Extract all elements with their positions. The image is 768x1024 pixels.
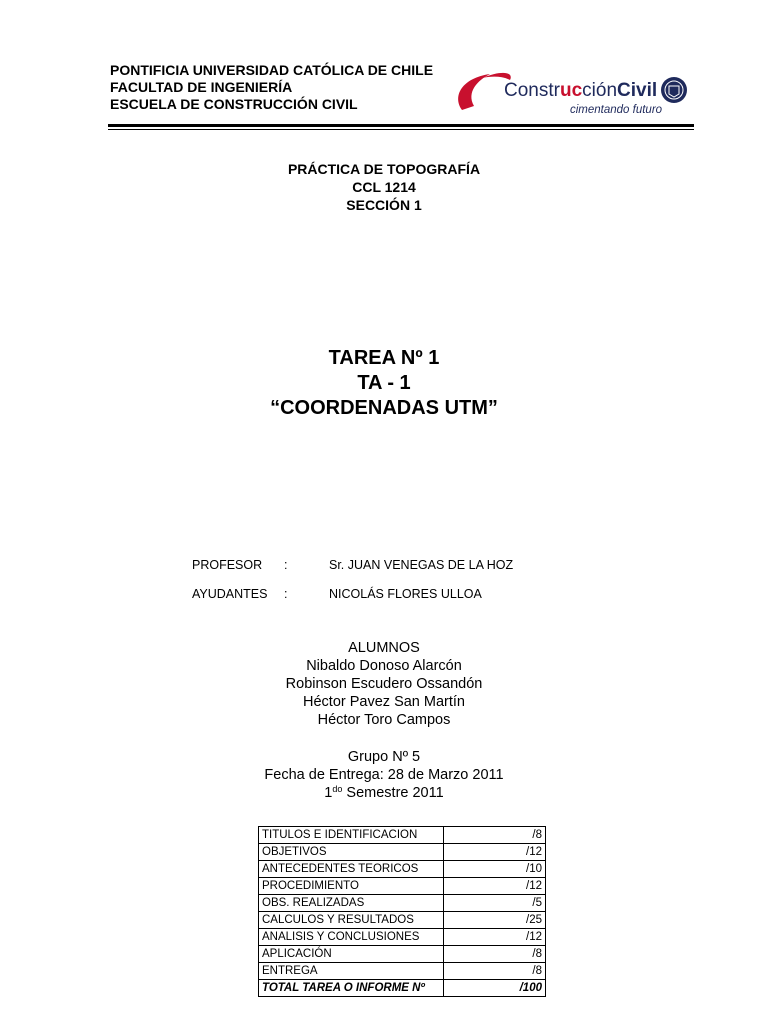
score-cell: /12 — [444, 878, 546, 895]
course-section: SECCIÓN 1 — [346, 197, 422, 213]
assistants-label: AYUDANTES — [192, 587, 268, 601]
students-block — [0, 639, 768, 729]
assignment-title-block — [0, 346, 768, 421]
table-row — [259, 929, 546, 946]
professor-label: PROFESOR — [192, 558, 263, 572]
total-row — [259, 980, 546, 997]
course-block — [0, 160, 768, 214]
logo-tagline: cimentando futuro — [570, 104, 663, 116]
semester: $1^{do}$ Semestre 2011 — [324, 784, 444, 801]
student-name: Héctor Pavez San Martín — [303, 694, 465, 710]
student-name: Héctor Toro Campos — [317, 712, 451, 728]
professor-separator: : — [284, 558, 288, 572]
score-cell: /10 — [444, 861, 546, 878]
faculty-name: FACULTAD DE INGENIERÍA — [110, 79, 293, 95]
table-row — [259, 895, 546, 912]
criterion-cell: APLICACIÓN — [259, 946, 444, 963]
criterion-cell: ANTECEDENTES TEORICOS — [259, 861, 444, 878]
course-code: CCL 1214 — [352, 179, 416, 195]
logo-wordmark: ConstrucciónCivil — [504, 80, 658, 101]
score-cell: /8 — [444, 963, 546, 980]
score-cell: /12 — [444, 929, 546, 946]
grading-table — [258, 826, 546, 997]
total-label: TOTAL TAREA O INFORME Nº — [259, 980, 444, 997]
student-name: Nibaldo Donoso Alarcón — [306, 658, 462, 674]
university-name: PONTIFICIA UNIVERSIDAD CATÓLICA DE CHILE — [110, 62, 434, 78]
score-cell: /25 — [444, 912, 546, 929]
criterion-cell: TITULOS E IDENTIFICACION — [259, 827, 444, 844]
professor-name: Sr. JUAN VENEGAS DE LA HOZ — [329, 558, 514, 572]
header-divider-thin — [108, 129, 694, 130]
table-row — [259, 963, 546, 980]
criterion-cell: ENTREGA — [259, 963, 444, 980]
group-number: Grupo Nº 5 — [347, 749, 421, 765]
score-cell: /8 — [444, 946, 546, 963]
score-cell: /12 — [444, 844, 546, 861]
table-row — [259, 827, 546, 844]
institution-header — [110, 62, 433, 113]
student-name: Robinson Escudero Ossandón — [285, 676, 483, 692]
criterion-cell: OBS. REALIZADAS — [259, 895, 444, 912]
total-score: /100 — [444, 980, 546, 997]
criterion-cell: ANALISIS Y CONCLUSIONES — [259, 929, 444, 946]
table-row — [259, 844, 546, 861]
assistants-separator: : — [284, 587, 288, 601]
table-row — [259, 946, 546, 963]
score-cell: /5 — [444, 895, 546, 912]
submission-info — [0, 748, 768, 802]
students-heading: ALUMNOS — [348, 640, 420, 656]
table-row — [259, 878, 546, 895]
course-name: PRÁCTICA DE TOPOGRAFÍA — [287, 161, 481, 177]
table-row — [259, 861, 546, 878]
assistants-name: NICOLÁS FLORES ULLOA — [329, 587, 482, 601]
due-date: Fecha de Entrega: 28 de Marzo 2011 — [264, 767, 504, 783]
criterion-cell: CALCULOS Y RESULTADOS — [259, 912, 444, 929]
criterion-cell: PROCEDIMIENTO — [259, 878, 444, 895]
criterion-cell: OBJETIVOS — [259, 844, 444, 861]
school-name: ESCUELA DE CONSTRUCCIÓN CIVIL — [110, 96, 358, 112]
assignment-title: TAREA Nº 1 — [328, 347, 440, 369]
score-cell: /8 — [444, 827, 546, 844]
header-divider-thick — [108, 124, 694, 127]
construccion-civil-logo — [452, 66, 692, 122]
assignment-subtitle: “COORDENADAS UTM” — [270, 397, 498, 419]
table-row — [259, 912, 546, 929]
assignment-code: TA - 1 — [357, 372, 411, 394]
